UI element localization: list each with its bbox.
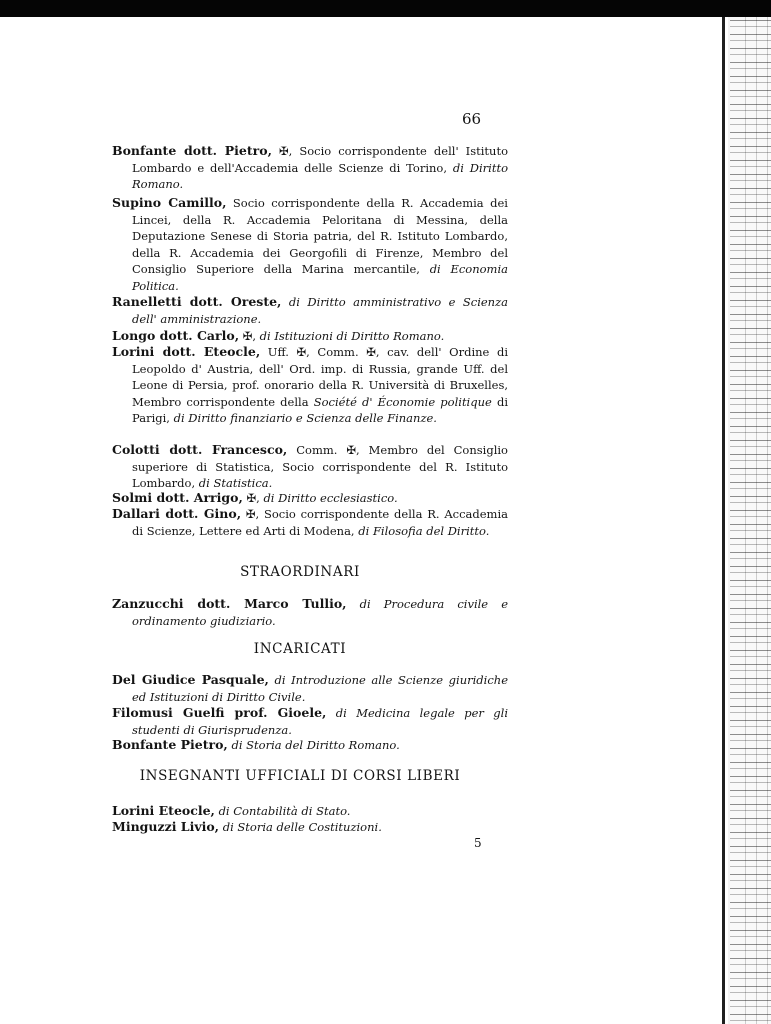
entry-subject: di Storia delle Costituzioni. [222,820,382,834]
entry-name: Zanzucchi dott. Marco Tullio, [112,596,347,611]
section-heading-corsi-liberi: INSEGNANTI UFFICIALI DI CORSI LIBERI [139,768,461,784]
entry-name: Bonfante Pietro, [112,737,228,752]
page-edge-texture-2 [740,17,771,1024]
entry-colotti [112,442,508,492]
entry-text-2: di Parigi, [132,394,509,425]
signature-mark: 5 [474,836,482,850]
entry-subject: di Statistica. [198,476,273,490]
entry-longo [112,328,508,345]
entry-lorini-corso [112,803,508,820]
entry-name: Del Giudice Pasquale, [112,672,269,687]
entry-subject: di Diritto finanziario e Scienza delle Finanze. [173,411,437,425]
entry-name: Dallari dott. Gino, [112,506,242,521]
entry-subject: di Contabilità di Stato. [218,804,351,818]
entry-name: Longo dott. Carlo, [112,328,240,343]
entry-subject: di Introduzione alle Scienze giuridiche ed Istituzioni di Diritto Civile. [132,673,508,704]
entry-dallari [112,506,508,539]
entry-subject: di Diritto ecclesiastico. [263,491,398,505]
entry-subject: di Diritto amministrativo e Scienza dell' amministrazione. [132,295,508,326]
entry-name: Lorini Eteocle, [112,803,215,818]
entry-text: Socio corrispondente della R. Accademia dei Lincei, della R. Accademia Peloritana di Messina, della Deputazione Senese di Storia patria, del R. Istituto Lombardo, della R. Accademia dei Georgofili di Firenze, Membro del Consiglio Superiore della Marina mercantile, [132,196,508,276]
entry-text [347,597,360,611]
entry-text: ✠, [242,491,264,505]
entry-name: Solmi dott. Arrigo, [112,490,243,505]
entry-solmi [112,490,508,507]
entry-name: Minguzzi Livio, [112,819,220,834]
entry-subject: di Procedura civile e ordinamento giudiziario. [132,597,508,628]
entry-text [281,295,288,309]
entry-name: Filomusi Guelfi prof. Gioele, [112,705,327,720]
entry-filomusi-guelfi [112,705,508,738]
entry-italic-text: Société d' Économie politique [313,394,492,409]
entry-name: Lorini dott. Eteocle, [112,344,261,359]
entry-supino [112,195,508,294]
entry-text: ✠, [239,329,260,343]
entry-zanzucchi [112,596,508,629]
entry-subject: di Filosofia del Diritto. [358,523,490,538]
entry-subject: di Istituzioni di Diritto Romano. [259,329,445,343]
section-heading-straordinari: STRAORDINARI [240,564,360,580]
entry-bonfante-incaricato [112,737,508,754]
entry-subject: di Medicina legale per gli studenti di Giurisprudenza. [132,706,508,737]
entry-name: Ranelletti dott. Oreste, [112,294,282,309]
page-number: 66 [462,110,482,128]
entry-name: Bonfante dott. Pietro, [112,143,272,158]
section-heading-incaricati: INCARICATI [253,641,347,657]
entry-name: Colotti dott. Francesco, [112,442,288,457]
entry-del-giudice [112,672,508,705]
entry-text: ✠, Socio corrispondente dell' Istituto Lombardo e dell'Accademia delle Scienze di Torino, [132,144,508,175]
entry-ranelletti [112,294,508,327]
entry-text: Uff. ✠, Comm. ✠, cav. dell' Ordine di Leopoldo d' Austria, dell' Ord. imp. di Russia, grande Uff. del Leone di Persia, prof. onorario della R. Università di Bruxelles, Membro corrispondente della [132,345,509,409]
entry-text [326,706,335,720]
entry-bonfante [112,143,508,193]
entry-lorini [112,344,508,427]
entry-subject: di Economia Politica. [132,262,508,293]
entry-subject: di Storia del Diritto Romano. [231,738,400,752]
entry-text: ✠, Socio corrispondente della R. Accademia di Scienze, Lettere ed Arti di Modena, [132,507,508,538]
scan-top-border [0,0,771,17]
entry-name: Supino Camillo, [112,195,227,210]
entry-minguzzi [112,819,508,836]
entry-text: Comm. ✠, Membro del Consiglio superiore di Statistica, Socio corrispondente del R. Istituto Lombardo, [132,443,508,490]
page-binding-edge [722,17,725,1024]
entry-subject: di Diritto Romano. [132,160,509,191]
